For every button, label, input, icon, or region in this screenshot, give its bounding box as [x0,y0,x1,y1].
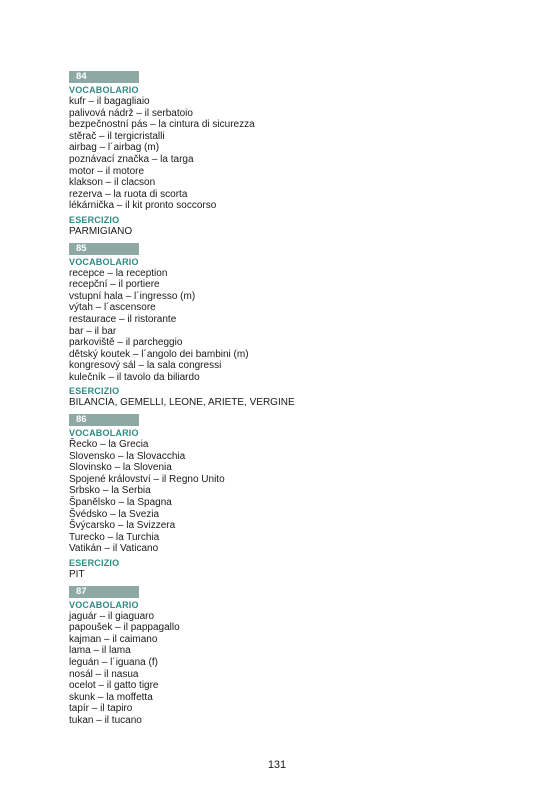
vocab-item: poznávací značka – la targa [69,153,194,165]
answer-key [69,71,499,727]
vocab-item: recepční – il portiere [69,279,160,291]
exercise-answer: PARMIGIANO [69,225,133,237]
vocabulary-heading: VOCABOLARIO [69,428,139,439]
vocab-item: rezerva – la ruota di scorta [69,188,188,200]
vocab-item: palivová nádrž – il serbatoio [69,107,193,119]
vocab-item: bar – il bar [69,325,117,337]
section-number-badge: 87 [69,586,139,598]
section-number-badge: 86 [69,414,139,426]
vocab-item: kulečník – il tavolo da biliardo [69,371,200,383]
vocab-item: lékárnička – il kit pronto soccorso [69,200,217,212]
vocab-item: leguán – l´iguana (f) [69,656,158,668]
vocab-item: ocelot – il gatto tigre [69,680,159,692]
vocab-item: bezpečnostní pás – la cintura di sicurezza [69,119,255,131]
vocab-item: papoušek – il pappagallo [69,622,180,634]
vocabulary-heading: VOCABOLARIO [69,85,139,95]
page-number: 131 [267,759,287,771]
vocab-item: lama – il lama [69,645,131,657]
vocab-item: parkoviště – il parcheggio [69,337,183,349]
section-86 [69,414,499,581]
exercise-heading: ESERCIZIO [69,386,120,397]
vocab-item: Švédsko – la Svezia [69,508,160,520]
section-87 [69,586,499,727]
exercise-answer: BILANCIA, GEMELLI, LEONE, ARIETE, VERGINE [69,397,295,409]
vocab-item: výtah – l´ascensore [69,302,156,314]
vocab-item: Švýcarsko – la Svizzera [69,520,176,532]
vocab-item: stěrač – il tergicristalli [69,130,165,142]
section-84 [69,71,499,238]
vocab-item: tapír – il tapiro [69,703,133,715]
vocab-item: kajman – il caimano [69,633,158,645]
exercise-heading: ESERCIZIO [69,214,120,225]
section-number-badge: 85 [69,243,139,255]
vocab-item: kongresový sál – la sala congressi [69,360,222,372]
vocab-item: klakson – il clacson [69,177,156,189]
vocab-item: Spojené království – il Regno Unito [69,473,225,485]
vocab-item: Turecko – la Turchia [69,531,160,543]
vocab-item: nosál – il nasua [69,668,139,680]
vocab-item: dětský koutek – l´angolo dei bambini (m) [69,348,249,360]
vocab-item: motor – il motore [69,165,145,177]
section-85 [69,243,499,410]
vocab-item: airbag – l´airbag (m) [69,142,160,154]
vocab-item: Srbsko – la Serbia [69,485,151,497]
vocab-item: recepce – la reception [69,267,168,279]
vocab-item: Španělsko – la Spagna [69,497,172,509]
vocab-item: skunk – la moffetta [69,691,153,703]
vocab-item: restaurace – il ristorante [69,313,177,325]
vocab-item: jaguár – il giaguaro [69,610,155,622]
exercise-answer: PIT [69,569,85,580]
vocab-item: vstupní hala – l´ingresso (m) [69,290,196,302]
vocabulary-heading: VOCABOLARIO [69,256,139,267]
vocab-item: Slovensko – la Slovacchia [69,450,186,462]
vocab-item: Vatikán – il Vaticano [69,543,159,555]
vocabulary-heading: VOCABOLARIO [69,599,139,610]
vocab-item: Řecko – la Grecia [69,439,149,451]
exercise-heading: ESERCIZIO [69,558,120,568]
vocab-item: kufr – il bagagliaio [69,96,150,107]
vocab-item: Slovinsko – la Slovenia [69,462,172,474]
vocab-item: tukan – il tucano [69,714,142,726]
section-number-badge: 84 [69,71,139,83]
